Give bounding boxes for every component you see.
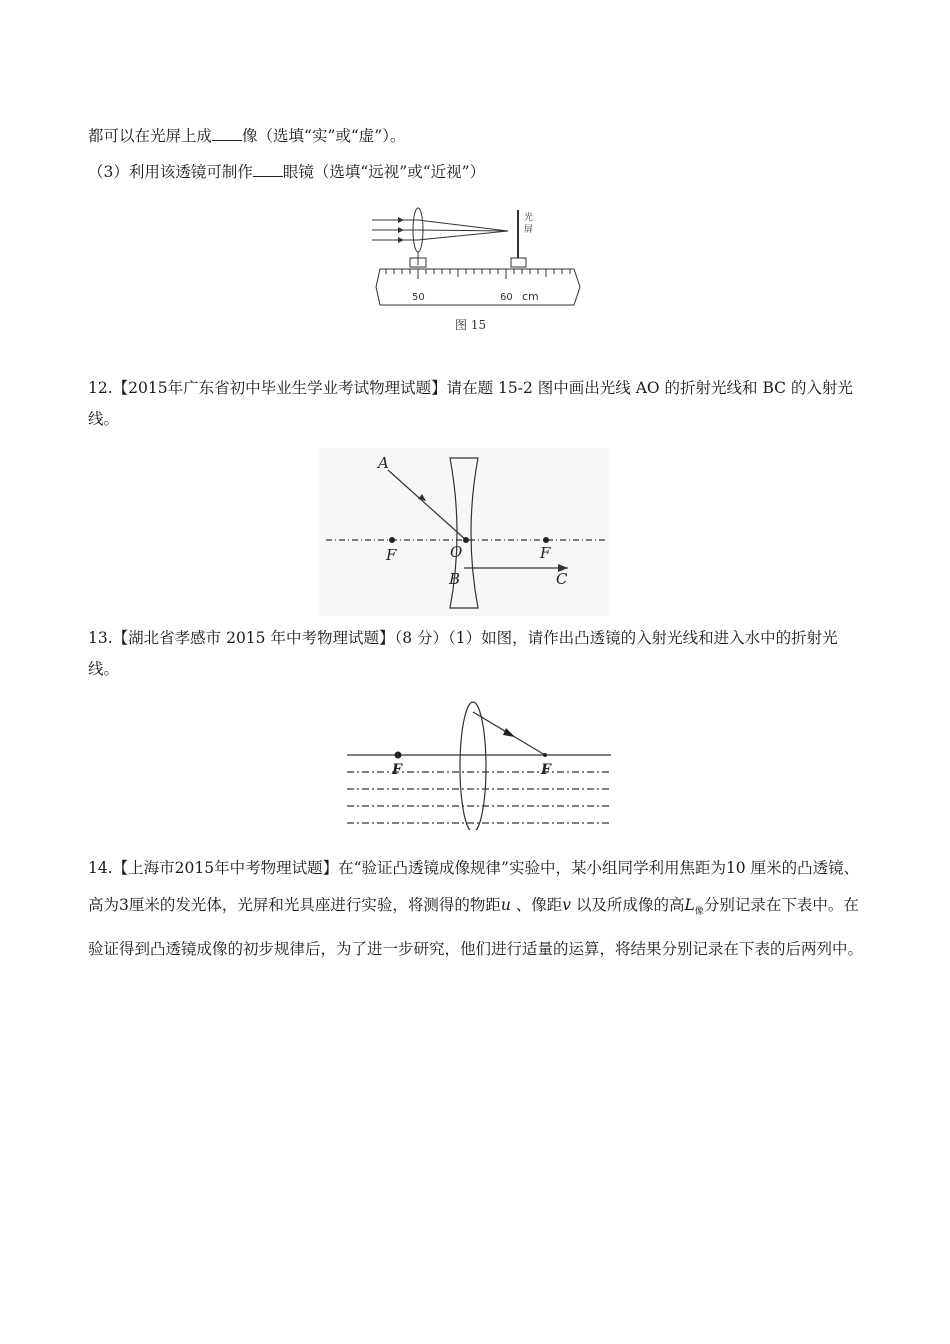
q14-part-2: 、像距 xyxy=(510,896,563,914)
q11-line1-text-b: 像（选填“实”或“虚”）。 xyxy=(242,127,406,145)
unit-label: cm xyxy=(522,290,539,303)
q11-line2-text-b: 眼镜（选填“远视”或“近视”） xyxy=(282,163,486,181)
refracted-ray-1 xyxy=(418,220,508,231)
label-A: A xyxy=(378,454,389,472)
figure-15-2 xyxy=(318,448,610,616)
focus-point-right xyxy=(543,537,549,543)
refracted-ray-3 xyxy=(418,231,508,240)
var-L: L xyxy=(684,896,695,914)
label-F-right: F xyxy=(540,544,551,562)
q11-line2-text-a: （3）利用该透镜可制作 xyxy=(88,163,253,181)
q11-line-1 xyxy=(88,124,405,146)
q14-part-1: 14.【上海市2015年中考物理试题】在“验证凸透镜成像规律”实验中，某小组同学利用焦距为10 厘米的凸透镜、高为3厘米的发光体，光屏和光具座进行实验，将测得的物距 xyxy=(88,859,860,914)
optical-bench xyxy=(376,269,580,305)
q12-text: 12.【2015年广东省初中毕业生学业考试物理试题】请在题 15-2 图中画出光线 AO 的折射光线和 BC 的入射光线。 xyxy=(88,379,853,428)
tick-label-50: 50 xyxy=(412,292,425,303)
ruler-ticks xyxy=(386,269,570,279)
label-F-left: F xyxy=(392,762,402,778)
label-F-right: F xyxy=(541,762,551,778)
focus-point-left xyxy=(395,752,402,759)
tick-label-60: 60 xyxy=(500,292,513,303)
q14-part-4: 分别记录在下表中。在验证得到凸透镜成像的初步规律后，为了进一步研究，他们进行适量的运算，将结果分别记录在下表的后两列中。 xyxy=(88,896,864,959)
figure-15 xyxy=(368,190,583,345)
label-F-left: F xyxy=(386,546,397,564)
convex-lens xyxy=(460,702,486,830)
figure-13 xyxy=(345,695,615,830)
answer-blank-image-type xyxy=(212,126,242,141)
answer-blank-glasses-type xyxy=(253,162,283,177)
refracted-ray-2 xyxy=(418,230,508,231)
focus-point-right xyxy=(543,753,547,757)
var-u: u xyxy=(500,896,511,914)
screen-holder-base xyxy=(511,258,526,267)
q11-line1-text-a: 都可以在光屏上成 xyxy=(88,127,213,145)
figure-15-caption: 图 15 xyxy=(455,318,487,332)
optical-center-point xyxy=(463,537,469,543)
q13-text: 13.【湖北省孝感市 2015 年中考物理试题】（8 分）（1）如图，请作出凸透镜的入射光线和进入水中的折射光线。 xyxy=(88,629,838,678)
q11-line-2 xyxy=(88,160,485,182)
label-C: C xyxy=(556,570,568,588)
refracted-ray-arrow xyxy=(503,728,515,737)
focus-point-left xyxy=(389,537,395,543)
label-O: O xyxy=(450,543,463,561)
var-v: v xyxy=(562,896,572,914)
label-B: B xyxy=(449,570,461,588)
figure-background xyxy=(318,448,610,616)
screen-label-2: 屏 xyxy=(524,225,534,235)
q14-part-3: 以及所成像的高 xyxy=(571,896,685,914)
var-L-subscript: 像 xyxy=(694,907,704,918)
q14-text xyxy=(88,850,868,968)
screen-label-1: 光 xyxy=(524,213,534,223)
